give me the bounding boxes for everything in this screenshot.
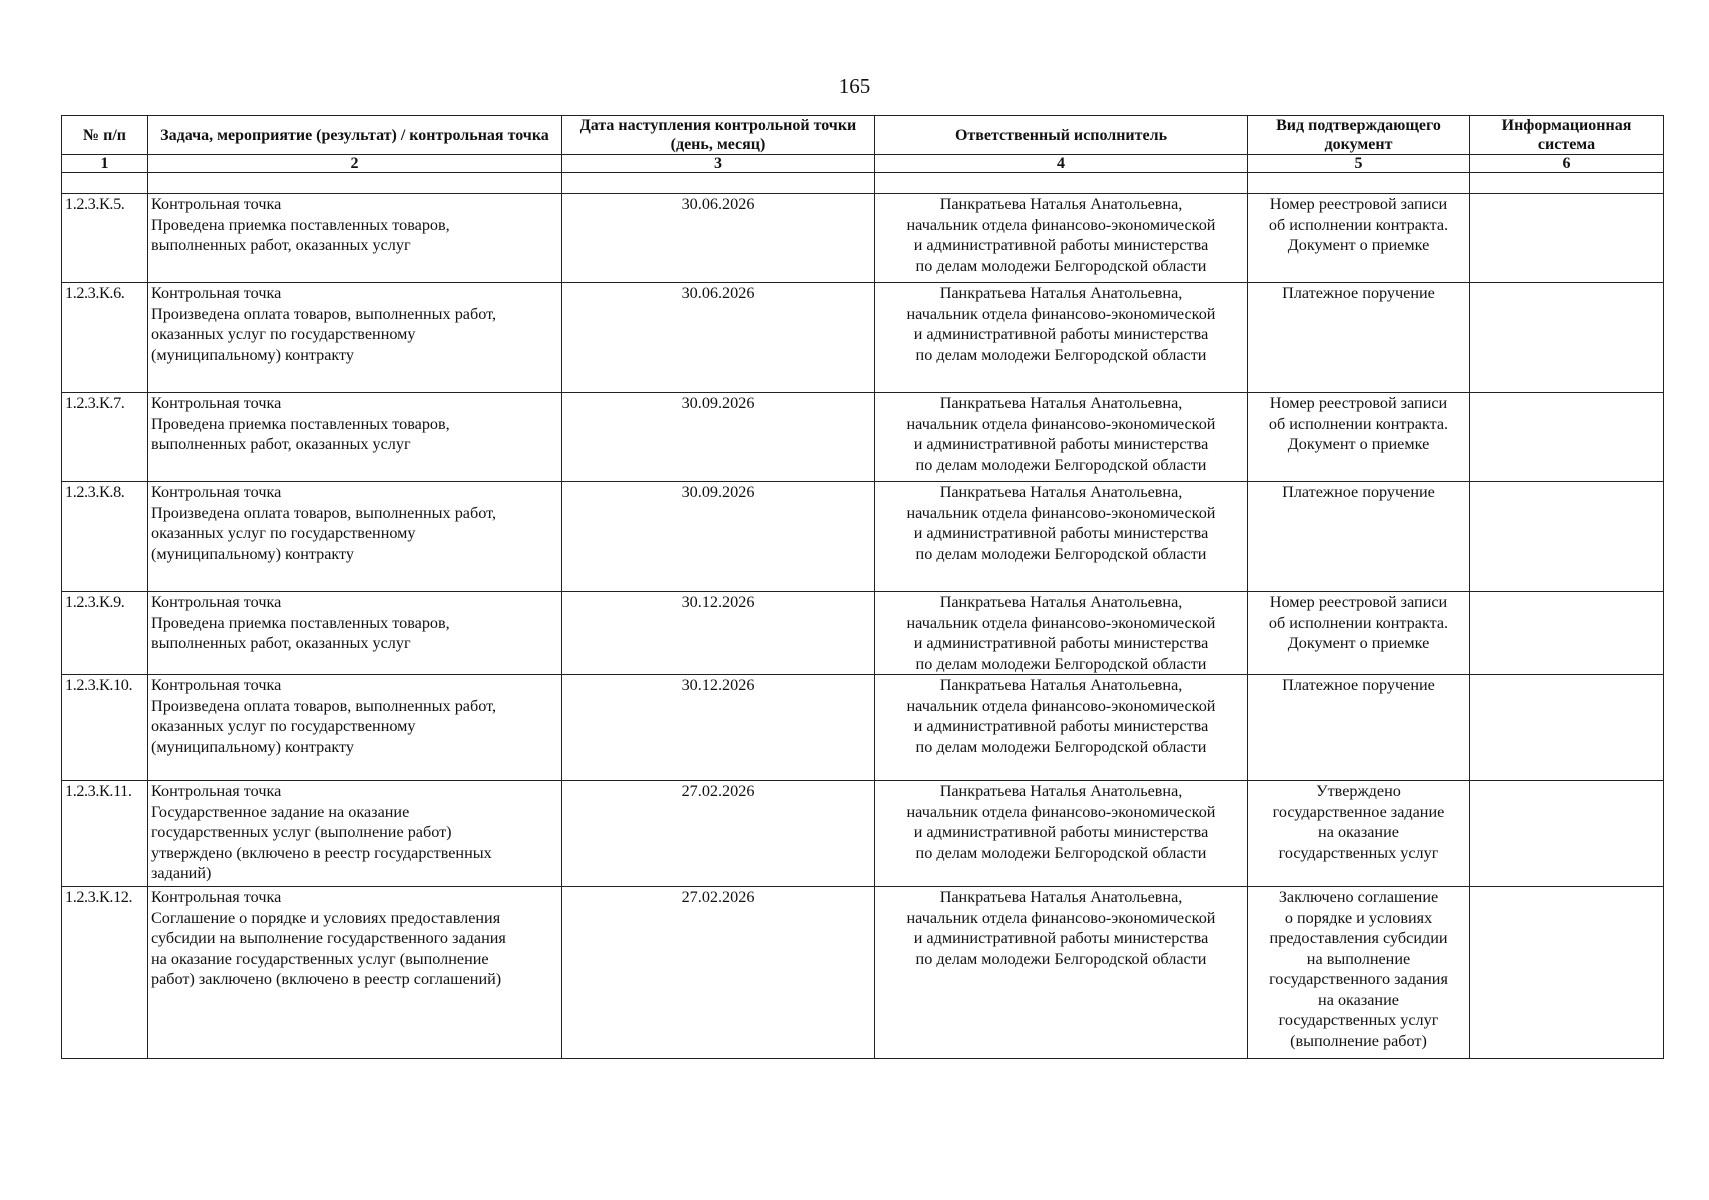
info-system-cell [1470, 194, 1664, 283]
responsible-line: по делам молодежи Белгородской области [915, 455, 1207, 474]
table-row [62, 393, 1664, 482]
responsible-line: по делам молодежи Белгородской области [915, 737, 1207, 756]
document-line: Номер реестровой записи [1269, 195, 1448, 213]
task-title: Контрольная точка [151, 284, 282, 302]
task-text-line: выполненных работ, оказанных услуг [151, 634, 411, 652]
document-cell [1248, 781, 1470, 887]
task-text-line: работ) заключено (включено в реестр соглашений) [151, 970, 502, 988]
document-line: Документ о приемке [1287, 435, 1430, 453]
responsible-line: по делам молодежи Белгородской области [915, 256, 1207, 275]
responsible-line: начальник отдела финансово-экономической [906, 215, 1216, 234]
document-line: Платежное поручение [1282, 483, 1435, 501]
document-line: государственных услуг [1278, 1011, 1439, 1029]
task-text-line: Произведена оплата товаров, выполненных работ, [151, 503, 496, 522]
responsible-line: Панкратьева Наталья Анатольевна, [939, 782, 1183, 800]
table-row [62, 887, 1664, 1059]
task-cell [148, 482, 562, 592]
responsible-line: начальник отдела финансово-экономической [906, 304, 1216, 323]
responsible-line: по делам молодежи Белгородской области [915, 843, 1207, 862]
task-title: Контрольная точка [151, 888, 282, 906]
document-line: о порядке и условиях [1284, 908, 1433, 927]
document-line: Заключено соглашение [1278, 888, 1439, 906]
document-line: Платежное поручение [1282, 676, 1435, 694]
document-line: на оказание [1318, 823, 1399, 841]
responsible-line: Панкратьева Наталья Анатольевна, [939, 195, 1183, 213]
responsible-cell [875, 482, 1248, 592]
responsible-cell [875, 393, 1248, 482]
document-line: Номер реестровой записи [1269, 394, 1448, 412]
responsible-line: и административной работы министерства [913, 717, 1209, 735]
header-document: Вид подтверждающего документ [1248, 116, 1470, 155]
responsible-cell [875, 592, 1248, 675]
table-body [62, 173, 1664, 1059]
row-number: 1.2.3.К.9. [62, 592, 148, 675]
control-date: 30.12.2026 [562, 675, 875, 781]
task-text-line: Проведена приемка поставленных товаров, [151, 613, 450, 632]
task-text-line: Проведена приемка поставленных товаров, [151, 215, 450, 234]
task-title: Контрольная точка [151, 195, 282, 213]
info-system-cell [1470, 283, 1664, 393]
task-text-line: Соглашение о порядке и условиях предоставления [151, 908, 501, 927]
table-row [62, 781, 1664, 887]
column-numbers-row [62, 155, 1664, 173]
info-system-cell [1470, 592, 1664, 675]
responsible-line: и административной работы министерства [913, 634, 1209, 652]
task-text-line: (муниципальному) контракту [151, 544, 355, 563]
responsible-line: начальник отдела финансово-экономической [906, 503, 1216, 522]
task-cell [148, 675, 562, 781]
document-cell [1248, 675, 1470, 781]
responsible-line: начальник отдела финансово-экономической [906, 414, 1216, 433]
responsible-line: по делам молодежи Белгородской области [915, 345, 1207, 364]
row-number: 1.2.3.К.11. [62, 781, 148, 887]
responsible-line: и административной работы министерства [913, 929, 1209, 947]
task-title: Контрольная точка [151, 782, 282, 800]
document-line: государственного задания [1269, 970, 1448, 988]
table-row [62, 675, 1664, 781]
task-text-line: заданий) [151, 864, 212, 882]
document-line: государственное задание [1272, 802, 1445, 821]
table-row [62, 482, 1664, 592]
control-date: 27.02.2026 [562, 887, 875, 1059]
responsible-line: и административной работы министерства [913, 524, 1209, 542]
column-number: 4 [875, 155, 1248, 173]
header-date: Дата наступления контрольной точки (день, месяц) [562, 116, 875, 155]
document-cell [1248, 592, 1470, 675]
responsible-line: по делам молодежи Белгородской области [915, 654, 1207, 673]
responsible-line: начальник отдела финансово-экономической [906, 908, 1216, 927]
responsible-cell [875, 283, 1248, 393]
info-system-cell [1470, 781, 1664, 887]
responsible-line: по делам молодежи Белгородской области [915, 949, 1207, 968]
table-row [62, 283, 1664, 393]
responsible-line: Панкратьева Наталья Анатольевна, [939, 394, 1183, 412]
task-title: Контрольная точка [151, 394, 282, 412]
responsible-line: и административной работы министерства [913, 325, 1209, 343]
task-text-line: (муниципальному) контракту [151, 737, 355, 756]
task-title: Контрольная точка [151, 593, 282, 611]
control-date: 30.12.2026 [562, 592, 875, 675]
control-date: 30.06.2026 [562, 194, 875, 283]
document-line: об исполнении контракта. [1268, 215, 1449, 234]
task-cell [148, 887, 562, 1059]
document-line: Платежное поручение [1282, 284, 1435, 302]
row-number: 1.2.3.К.5. [62, 194, 148, 283]
header-task: Задача, мероприятие (результат) / контрольная точка [148, 116, 562, 155]
responsible-line: Панкратьева Наталья Анатольевна, [939, 483, 1183, 501]
control-date: 30.09.2026 [562, 482, 875, 592]
control-date: 30.06.2026 [562, 283, 875, 393]
task-text-line: выполненных работ, оказанных услуг [151, 236, 411, 254]
control-points-table [61, 115, 1664, 1059]
document-line: об исполнении контракта. [1268, 414, 1449, 433]
info-system-cell [1470, 675, 1664, 781]
document-line: на оказание [1318, 990, 1399, 1009]
document-cell [1248, 482, 1470, 592]
row-number: 1.2.3.К.7. [62, 393, 148, 482]
responsible-line: начальник отдела финансово-экономической [906, 696, 1216, 715]
task-text-line: оказанных услуг по государственному [151, 524, 416, 542]
task-cell [148, 194, 562, 283]
document-line: Документ о приемке [1287, 634, 1430, 652]
task-text-line: Произведена оплата товаров, выполненных работ, [151, 304, 496, 323]
spacer-row [62, 173, 1664, 194]
task-cell [148, 393, 562, 482]
task-text-line: утверждено (включено в реестр государственных [151, 843, 492, 862]
row-number: 1.2.3.К.12. [62, 887, 148, 1059]
responsible-line: Панкратьева Наталья Анатольевна, [939, 593, 1183, 611]
document-line: об исполнении контракта. [1268, 613, 1449, 632]
info-system-cell [1470, 887, 1664, 1059]
document-line: на выполнение [1306, 949, 1411, 968]
page-number: 165 [838, 74, 871, 98]
task-text-line: оказанных услуг по государственному [151, 717, 416, 735]
document-cell [1248, 194, 1470, 283]
responsible-cell [875, 887, 1248, 1059]
info-system-cell [1470, 482, 1664, 592]
responsible-line: Панкратьева Наталья Анатольевна, [939, 676, 1183, 694]
column-number: 2 [148, 155, 562, 173]
document-cell [1248, 283, 1470, 393]
task-text-line: выполненных работ, оказанных услуг [151, 435, 411, 453]
column-number: 1 [62, 155, 148, 173]
responsible-cell [875, 675, 1248, 781]
document-line: Документ о приемке [1287, 236, 1430, 254]
row-number: 1.2.3.К.8. [62, 482, 148, 592]
info-system-cell [1470, 393, 1664, 482]
task-text-line: оказанных услуг по государственному [151, 325, 416, 343]
header-system: Информационная система [1470, 116, 1664, 155]
task-text-line: государственных услуг (выполнение работ) [151, 823, 452, 841]
row-number: 1.2.3.К.6. [62, 283, 148, 393]
task-text-line: Государственное задание на оказание [151, 802, 410, 821]
task-text-line: Проведена приемка поставленных товаров, [151, 414, 450, 433]
document-line: Утверждено [1316, 782, 1401, 800]
task-text-line: Произведена оплата товаров, выполненных работ, [151, 696, 496, 715]
column-number: 5 [1248, 155, 1470, 173]
header-responsible: Ответственный исполнитель [875, 116, 1248, 155]
document-cell [1248, 887, 1470, 1059]
row-number: 1.2.3.К.10. [62, 675, 148, 781]
table-row [62, 592, 1664, 675]
task-title: Контрольная точка [151, 483, 282, 501]
control-date: 30.09.2026 [562, 393, 875, 482]
task-cell [148, 283, 562, 393]
column-number: 6 [1470, 155, 1664, 173]
responsible-line: Панкратьева Наталья Анатольевна, [939, 888, 1183, 906]
responsible-line: начальник отдела финансово-экономической [906, 613, 1216, 632]
document-line: предоставления субсидии [1269, 929, 1448, 947]
task-cell [148, 781, 562, 887]
column-number: 3 [562, 155, 875, 173]
responsible-line: по делам молодежи Белгородской области [915, 544, 1207, 563]
document-line: (выполнение работ) [1290, 1031, 1427, 1050]
task-text-line: на оказание государственных услуг (выполнение [151, 949, 489, 968]
control-date: 27.02.2026 [562, 781, 875, 887]
responsible-line: начальник отдела финансово-экономической [906, 802, 1216, 821]
responsible-cell [875, 194, 1248, 283]
responsible-line: Панкратьева Наталья Анатольевна, [939, 284, 1183, 302]
responsible-line: и административной работы министерства [913, 236, 1209, 254]
responsible-line: и административной работы министерства [913, 435, 1209, 453]
document-cell [1248, 393, 1470, 482]
responsible-line: и административной работы министерства [913, 823, 1209, 841]
document-line: государственных услуг [1278, 843, 1439, 862]
task-text-line: (муниципальному) контракту [151, 345, 355, 364]
task-cell [148, 592, 562, 675]
task-title: Контрольная точка [151, 676, 282, 694]
task-text-line: субсидии на выполнение государственного задания [151, 929, 506, 947]
responsible-cell [875, 781, 1248, 887]
table-row [62, 194, 1664, 283]
header-row [62, 116, 1664, 155]
document-line: Номер реестровой записи [1269, 593, 1448, 611]
header-num: № п/п [62, 116, 148, 155]
